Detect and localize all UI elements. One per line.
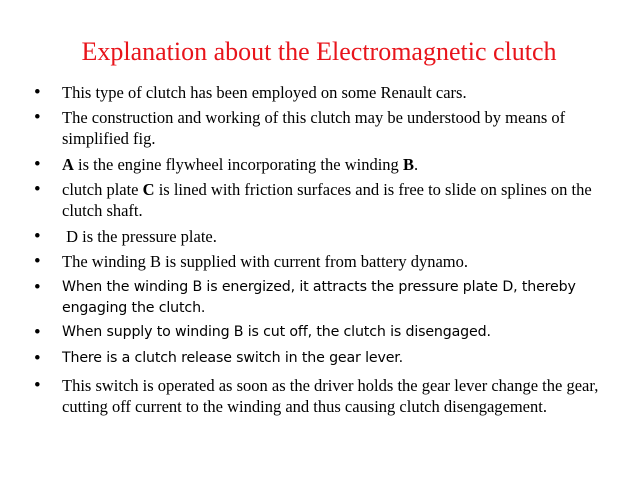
bullet-dot: • [34, 82, 41, 103]
bullet-dot: • [34, 251, 41, 272]
bullet-text: This switch is operated as soon as the driver holds the gear lever change the gear, cutting off current to the winding and thus causing clutch disengagement. [62, 376, 599, 416]
bullet-text: D is the pressure plate. [62, 227, 217, 246]
bullet-text: clutch plate C is lined with friction surfaces and is free to slide on splines on the clutch shaft. [62, 180, 592, 220]
slide-title: Explanation about the Electromagnetic clutch [81, 37, 557, 66]
bullet-text: This type of clutch has been employed on some Renault cars. [62, 83, 467, 102]
bullet-dot: • [34, 154, 41, 175]
bullet-dot: • [34, 277, 41, 298]
bullet-dot: • [34, 107, 41, 128]
bullet-dot: • [34, 179, 41, 200]
bullet-dot: • [34, 348, 41, 369]
bullet-dot: • [34, 375, 41, 396]
bullet-text: There is a clutch release switch in the gear lever. [62, 350, 404, 366]
bullet-text: When the winding B is energized, it attracts the pressure plate D, thereby engaging the clutch. [62, 279, 576, 316]
bullet-text: A is the engine flywheel incorporating the winding B. [62, 155, 419, 174]
bullet-text: When supply to winding B is cut off, the clutch is disengaged. [62, 324, 491, 340]
bullet-dot: • [34, 322, 41, 343]
bullet-text: The construction and working of this clutch may be understood by means of simplified fig. [62, 108, 566, 148]
bullet-text: The winding B is supplied with current from battery dynamo. [62, 252, 469, 271]
bullet-dot: • [34, 226, 41, 247]
